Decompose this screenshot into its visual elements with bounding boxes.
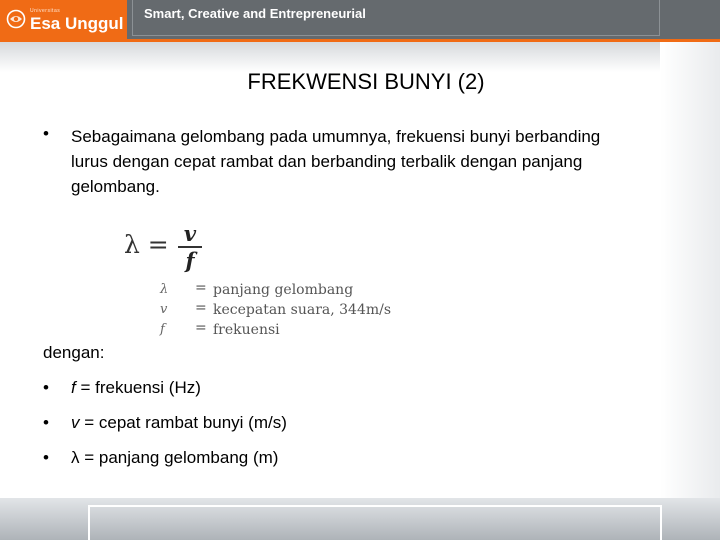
header-bar — [0, 0, 720, 42]
slide-title: FREKWENSI BUNYI (2) — [247, 69, 485, 94]
formula-block — [120, 222, 450, 342]
item-symbol: λ — [71, 448, 80, 467]
logo — [0, 0, 127, 39]
bullet-marker: • — [43, 448, 49, 467]
intro-paragraph: Sebagaimana gelombang pada umumnya, frekuensi bunyi berbanding lurus dengan cepat rambat dan berbanding terbalik dengan panjang gelombang. — [71, 127, 601, 196]
item-symbol: f — [71, 378, 76, 397]
item-symbol: v — [71, 413, 80, 432]
definition-symbol: v — [160, 302, 168, 317]
item-text: = frekuensi (Hz) — [75, 378, 201, 397]
list-item — [71, 448, 278, 468]
formula-numerator: v — [183, 221, 197, 246]
definition-symbol: f — [160, 322, 165, 337]
formula-denominator: f — [185, 248, 195, 273]
definition-sep: = — [195, 280, 207, 296]
top-shade — [0, 42, 720, 72]
definition-symbol: λ — [160, 282, 169, 297]
bullet-marker: • — [43, 378, 49, 397]
definition-sep: = — [195, 320, 207, 336]
bullet-marker: • — [43, 124, 49, 143]
definition-text: frekuensi — [213, 322, 280, 338]
logo-subtext: Universitas — [30, 8, 61, 14]
item-text: = cepat rambat bunyi (m/s) — [79, 413, 287, 432]
item-text: = panjang gelombang (m) — [79, 448, 279, 467]
dengan-label: dengan: — [43, 343, 105, 362]
bullet-marker: • — [43, 413, 49, 432]
list-item — [71, 378, 201, 398]
formula-lhs: λ = — [124, 230, 169, 259]
definition-text: panjang gelombang — [213, 282, 354, 298]
formula-fraction — [178, 222, 202, 273]
logo-globe-icon — [6, 9, 26, 29]
right-shade — [660, 42, 720, 522]
footer-frame — [88, 505, 662, 547]
tagline: Smart, Creative and Entrepreneurial — [144, 6, 366, 21]
definition-sep: = — [195, 300, 207, 316]
definition-text: kecepatan suara, 344m/s — [213, 302, 392, 318]
list-item — [71, 413, 287, 433]
logo-text: Esa Unggul — [30, 14, 124, 33]
